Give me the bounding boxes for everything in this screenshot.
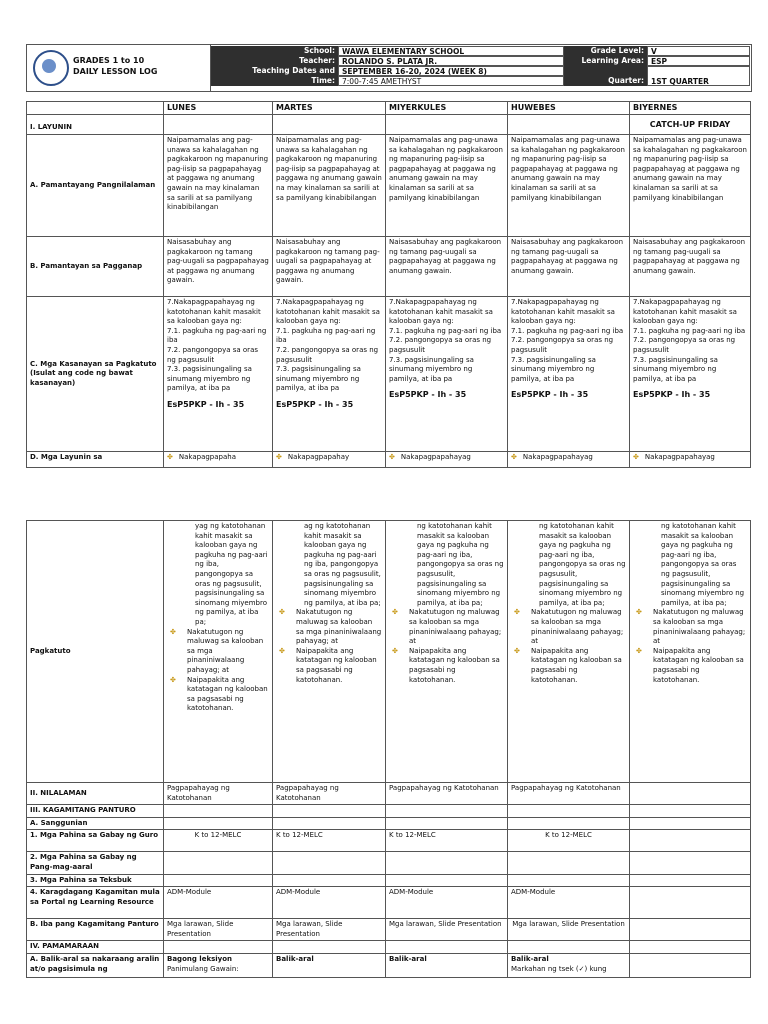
kasanayan-item: 7.1. pagkuha ng pag-aari ng iba [511,326,624,335]
dates-value: SEPTEMBER 16-20, 2024 (WEEK 8) [338,66,564,76]
karagdagang-row [27,887,751,919]
days-row [27,102,751,115]
karagdagang-cell: ADM-Module [508,887,630,919]
bullet-icon: ✤ [167,453,173,461]
area-value: ESP [647,56,750,66]
kasanayan-item: 7.1. pagkuha ng pag-aari ng iba [167,326,267,345]
deped-seal-icon [33,50,69,86]
iba-pang-row [27,919,751,941]
time-value: 7:00-7:45 AMETHYST [338,76,564,86]
pagkatuto-cell [386,521,508,783]
pagganap-label: B. Pamantayan sa Pagganap [27,237,164,297]
layunin-cell [508,115,630,135]
kasanayan-cell [164,297,273,452]
pagkatuto-item: ✤ Nakatutugon ng maluwag sa kalooban sa mga pinaniniwalaang pahayag; at [187,628,269,676]
empty-cell [508,805,630,818]
empty-cell [164,874,273,887]
pagkatuto-item: ✤ Nakatutugon ng maluwag sa kalooban sa mga pinaniniwalaang pahayag; at [653,608,747,646]
pagganap-cell: Naisasabuhay ang pagkakaroon ng tamang pag-uugali sa pagpapahayag at paggawa ng anumang gawain. [508,237,630,297]
pagkatuto-lead: yag ng katotohanan kahit masakit sa kalooban gaya ng pagkuha ng pag-aari ng iba, pangongopya sa oras ng pagsusulit, pagsisinungaling sa sinomang miyembro ng pamilya, at iba pa; [195,522,268,626]
pagkatuto-cell [164,521,273,783]
layunin-d-label: D. Mga Layunin sa [27,452,164,468]
layunin-d-cell [508,452,630,468]
kasanayan-item: 7.2. pangongopya sa oras ng pagsusulit [167,345,258,364]
empty-cell [273,941,386,954]
layunin-d-cell [164,452,273,468]
dll-table-page1 [26,101,751,468]
empty-cell [630,919,751,941]
header-title [73,55,157,77]
layunin-d-row [27,452,751,468]
pagkatuto-list [389,608,504,685]
pagkatuto-lead: ag ng katotohanan kahit masakit sa kalooban gaya ng pagkuha ng pag-aari ng iba, pangongopya sa oras ng pagsusulit, pagsisinungaling sa sinomang miyembro ng pamilya, at iba pa; [304,522,381,607]
nilalaman-cell: Pagpapahayag ng Katotohanan [164,783,273,805]
kasanayan-cell [630,297,751,452]
kasanayan-cell [508,297,630,452]
balik-aral-cell [508,953,630,977]
pagkatuto-lead: ng katotohanan kahit masakit sa kalooban gaya ng pagkuha ng pag-aari ng iba, pangongopya sa oras ng pagsusulit, pagsisinungaling sa sinomang miyembro ng pamilya, at iba pa; [539,522,626,607]
pamantayang-cell: Naipamamalas ang pag-unawa sa kahalagahan ng pagkakaroon ng mapanuring pag-iisip sa pagpapahayag at paggawa ng anumang gawain na may kinalaman sa sarili at sa pamilyang kinabibilangan [508,135,630,237]
kasanayan-item: 7.2. pangongopya sa oras ng pagsusulit [511,336,614,354]
layunin-row [27,115,751,135]
page-two [0,510,768,1024]
kasanayan-row [27,297,751,452]
pagkatuto-cell [273,521,386,783]
kasanayan-item: 7.1. pagkuha ng pag-aari ng iba [276,326,376,345]
empty-cell [508,817,630,830]
pagkatuto-label: Pagkatuto [27,521,164,783]
empty-cell [630,941,751,954]
pagkatuto-list [276,608,382,685]
pagkatuto-item: ✤ Naipapakita ang katatagan ng kalooban sa pagsasabi ng katotohanan. [187,676,269,714]
layunin-d-text: Nakapagpapahayag [644,453,715,461]
bullet-icon: ✤ [389,453,395,461]
iba-pang-cell: Mga larawan, Slide Presentation [273,919,386,941]
page-one [0,0,768,470]
nilalaman-cell: Pagpapahayag ng Katotohanan [386,783,508,805]
pagkatuto-item: ✤ Naipapakita ang katatagan ng kalooban sa pagsasabi ng katotohanan. [296,647,382,685]
empty-cell [508,852,630,874]
pagkatuto-item: ✤ Nakatutugon ng maluwag sa kalooban sa mga pinaniniwalaang pahayag; at [296,608,382,646]
pagganap-cell: Naisasabuhay ang pagkakaroon ng tamang pag-uugali sa pagpapahayag at paggawa ng anumang gawain. [630,237,751,297]
empty-cell [164,817,273,830]
balik-aral-instruction: Markahan ng tsek (✓) kung [511,964,607,973]
day-miyerkules: MIYERKULES [386,102,508,115]
gabay-guro-cell: K to 12-MELC [508,830,630,852]
catchup-friday: CATCH-UP FRIDAY [630,115,751,135]
empty-cell [164,852,273,874]
kasanayan-item: 7.3. pagsisinungaling sa sinumang miyembro ng pamilya, at iba pa [389,355,474,383]
layunin-d-text: Nakapagpapahay [287,453,350,461]
empty-cell [273,852,386,874]
school-value: WAWA ELEMENTARY SCHOOL [338,46,564,56]
kasanayan-item: 7.2. pangongopya sa oras ng pagsusulit [389,336,492,354]
layunin-cell [386,115,508,135]
dll-header [26,44,752,92]
layunin-d-text: Nakapagpapaha [178,453,236,461]
header-title-line2: DAILY LESSON LOG [73,67,158,76]
balik-aral-panimulang: Panimulang Gawain: [167,964,239,973]
competency-code: EsP5PKP - Ih - 35 [633,390,711,400]
school-label: School: [211,46,338,56]
nilalaman-cell [630,783,751,805]
pagganap-cell: Naisasabuhay ang pagkakaroon ng tamang pag-uugali sa pagpapahayag at paggawa ng anumang gawain. [164,237,273,297]
competency-code: EsP5PKP - Ih - 35 [389,390,467,400]
day-martes: MARTES [273,102,386,115]
pamantayang-cell: Naipamamalas ang pag-unawa sa kahalagahan ng pagkakaroon ng mapanuring pag-iisip sa pagpapahayag at paggawa ng anumang gawain na may kinalaman sa sarili at sa pamilyang kinabibilangan [630,135,751,237]
empty-cell [508,874,630,887]
sanggunian-label: A. Sanggunian [27,817,164,830]
kasanayan-item: 7.1. pagkuha ng pag-aari ng iba [389,326,502,335]
page-separator [0,470,768,510]
empty-cell [630,852,751,874]
bullet-icon: ✤ [511,453,517,461]
corner-cell [27,102,164,115]
kasanayan-text: 7.Nakapagpapahayag ng katotohanan kahit masakit sa kalooban gaya ng: [633,298,737,326]
dll-table-page2 [26,520,751,978]
bullet-icon: ✤ [633,453,639,461]
layunin-d-cell [386,452,508,468]
bullet-icon: ✤ [276,453,282,461]
pamantayang-cell: Naipamamalas ang pag-unawa sa kahalagahan ng pagkakaroon ng mapanuring pag-iisip sa pagpapahayag at paggawa ng anumang gawain na may kinalaman sa sarili at sa pamilyang kinabibilangan [164,135,273,237]
dates-label: Teaching Dates and [211,66,338,76]
empty-cell [630,817,751,830]
pagkatuto-cell [508,521,630,783]
gabay-guro-cell: K to 12-MELC [273,830,386,852]
balik-aral-cell: Balik-aral [273,953,386,977]
kasanayan-item: 7.2. pangongopya sa oras ng pagsusulit [276,345,379,364]
quarter-value: 1ST QUARTER [647,66,750,86]
pagkatuto-lead: ng katotohanan kahit masakit sa kalooban gaya ng pagkuha ng pag-aari ng iba, pangongopya sa oras ng pagsusulit, pagsisinungaling sa sinomang miyembro ng pamilya, at iba pa; [417,522,504,607]
empty-cell [164,805,273,818]
kasanayan-cell [386,297,508,452]
empty-cell [273,805,386,818]
kasanayan-item: 7.3. pagsisinungaling sa sinumang miyembro ng pamilya, at iba pa [276,365,361,393]
nilalaman-row [27,783,751,805]
empty-cell [630,830,751,852]
nilalaman-cell: Pagpapahayag ng Katotohanan [273,783,386,805]
teksbuk-label: 3. Mga Pahina sa Teksbuk [27,874,164,887]
empty-cell [386,852,508,874]
grade-label: Grade Level: [564,46,647,56]
pamamaraan-label: IV. PAMAMARAAN [27,941,164,954]
balik-aral-cell [164,953,273,977]
pagkatuto-item: ✤ Naipapakita ang katatagan ng kalooban sa pagsasabi ng katotohanan. [653,647,747,685]
area-label: Learning Area: [564,56,647,66]
nilalaman-label: II. NILALAMAN [27,783,164,805]
header-logo-cell [27,45,211,91]
competency-code: EsP5PKP - Ih - 35 [276,399,354,409]
pagkatuto-lead: ng katotohanan kahit masakit sa kalooban gaya ng pagkuha ng pag-aari ng iba, pangongopya sa oras ng pagsusulit, pagsisinungaling sa sinomang miyembro ng pamilya, at iba pa; [661,522,745,607]
pagganap-cell: Naisasabuhay ang pagkakaroon ng tamang pag-uugali sa pagpapahayag at paggawa ng anumang gawain. [386,237,508,297]
grade-value: V [647,46,750,56]
gabay-guro-row [27,830,751,852]
nilalaman-cell: Pagpapahayag ng Katotohanan [508,783,630,805]
balik-aral-title: Balik-aral [511,954,549,963]
empty-cell [630,874,751,887]
pagkatuto-list [633,608,747,685]
kasanayan-note: (Isulat ang code ng bawat kasanayan) [30,369,133,387]
iba-pang-cell: Mga larawan, Slide Presentation [164,919,273,941]
pamantayang-label: A. Pamantayang Pangnilalaman [27,135,164,237]
pamamaraan-row [27,941,751,954]
empty-cell [386,874,508,887]
kasanayan-item: 7.2. pangongopya sa oras ng pagsusulit [633,336,736,354]
day-lunes: LUNES [164,102,273,115]
pagganap-row [27,237,751,297]
sanggunian-row [27,817,751,830]
kasanayan-text: 7.Nakapagpapahayag ng katotohanan kahit masakit sa kalooban gaya ng: [511,298,615,326]
teacher-label: Teacher: [211,56,338,66]
kasanayan-text: 7.Nakapagpapahayag ng katotohanan kahit masakit sa kalooban gaya ng: [276,298,380,326]
empty-cell [386,941,508,954]
gabay-guro-cell: K to 12-MELC [386,830,508,852]
kasanayan-item: 7.1. pagkuha ng pag-aari ng iba [633,326,746,335]
iba-pang-label: B. Iba pang Kagamitang Panturo [27,919,164,941]
empty-cell [164,941,273,954]
kagamitan-label: III. KAGAMITANG PANTURO [27,805,164,818]
empty-cell [273,817,386,830]
pagkatuto-item: ✤ Nakatutugon ng maluwag sa kalooban sa mga pinaniniwalaang pahayag; at [409,608,504,646]
balik-aral-row [27,953,751,977]
kasanayan-title: C. Mga Kasanayan sa Pagkatuto [30,359,157,368]
layunin-cell [273,115,386,135]
empty-cell [386,805,508,818]
pagganap-cell: Naisasabuhay ang pagkakaroon ng tamang pag-uugali sa pagpapahayag at paggawa ng anumang gawain. [273,237,386,297]
layunin-cell [164,115,273,135]
empty-cell [508,941,630,954]
gabay-mag-row [27,852,751,874]
day-biyernes: BIYERNES [630,102,751,115]
balik-aral-cell: Balik-aral [386,953,508,977]
gabay-guro-label: 1. Mga Pahina sa Gabay ng Guro [27,830,164,852]
iba-pang-cell: Mga larawan, Slide Presentation [508,919,630,941]
quarter-label: Quarter: [564,66,647,86]
kasanayan-item: 7.3. pagsisinungaling sa sinumang miyembro ng pamilya, at iba pa [633,355,718,383]
pagkatuto-list [167,628,269,714]
layunin-d-text: Nakapagpapahayag [400,453,471,461]
karagdagang-label: 4. Karagdagang Kagamitan mula sa Portal ng Learning Resource [27,887,164,919]
pamantayang-cell: Naipamamalas ang pag-unawa sa kahalagahan ng pagkakaroon ng mapanuring pag-iisip sa pagpapahayag at paggawa ng anumang gawain na may kinalaman sa sarili at sa pamilyang kinabibilangan [273,135,386,237]
iba-pang-cell: Mga larawan, Slide Presentation [386,919,508,941]
kasanayan-item: 7.3. pagsisinungaling sa sinumang miyembro ng pamilya, at iba pa [511,355,596,383]
competency-code: EsP5PKP - Ih - 35 [511,390,589,400]
teacher-value: ROLANDO S. PLATA JR. [338,56,564,66]
empty-cell [273,874,386,887]
empty-cell [630,887,751,919]
kasanayan-text: 7.Nakapagpapahayag ng katotohanan kahit masakit sa kalooban gaya ng: [167,298,261,326]
day-huwebes: HUWEBES [508,102,630,115]
kasanayan-cell [273,297,386,452]
teksbuk-row [27,874,751,887]
gabay-guro-cell: K to 12-MELC [164,830,273,852]
layunin-d-cell [273,452,386,468]
competency-code: EsP5PKP - Ih - 35 [167,399,245,409]
pamantayang-row [27,135,751,237]
karagdagang-cell: ADM-Module [386,887,508,919]
pagkatuto-item: ✤ Naipapakita ang katatagan ng kalooban sa pagsasabi ng katotohanan. [531,647,626,685]
kagamitan-row [27,805,751,818]
kasanayan-label [27,297,164,452]
pagkatuto-item: ✤ Nakatutugon ng maluwag sa kalooban sa mga pinaniniwalaang pahayag; at [531,608,626,646]
empty-cell [630,805,751,818]
time-label: Time: [211,76,338,86]
pamantayang-cell: Naipamamalas ang pag-unawa sa kahalagahan ng pagkakaroon ng mapanuring pag-iisip sa pagpapahayag at paggawa ng anumang gawain na may kinalaman sa sarili at sa pamilyang kinabibilangan [386,135,508,237]
header-title-line1: GRADES 1 to 10 [73,56,145,65]
pagkatuto-cell [630,521,751,783]
kasanayan-item: 7.3. pagsisinungaling sa sinumang miyembro ng pamilya, at iba pa [167,365,252,393]
balik-aral-label: A. Balik-aral sa nakaraang aralin at/o pagsisimula ng [27,953,164,977]
layunin-label: I. LAYUNIN [27,115,164,135]
empty-cell [630,953,751,977]
karagdagang-cell: ADM-Module [164,887,273,919]
pagkatuto-list [511,608,626,685]
empty-cell [386,817,508,830]
kasanayan-text: 7.Nakapagpapahayag ng katotohanan kahit masakit sa kalooban gaya ng: [389,298,493,326]
balik-aral-bagong: Bagong leksiyon [167,954,233,963]
gabay-mag-label: 2. Mga Pahina sa Gabay ng Pang-mag-aaral [27,852,164,874]
pagkatuto-row [27,521,751,783]
karagdagang-cell: ADM-Module [273,887,386,919]
layunin-d-text: Nakapagpapahayag [522,453,593,461]
pagkatuto-item: ✤ Naipapakita ang katatagan ng kalooban sa pagsasabi ng katotohanan. [409,647,504,685]
layunin-d-cell [630,452,751,468]
